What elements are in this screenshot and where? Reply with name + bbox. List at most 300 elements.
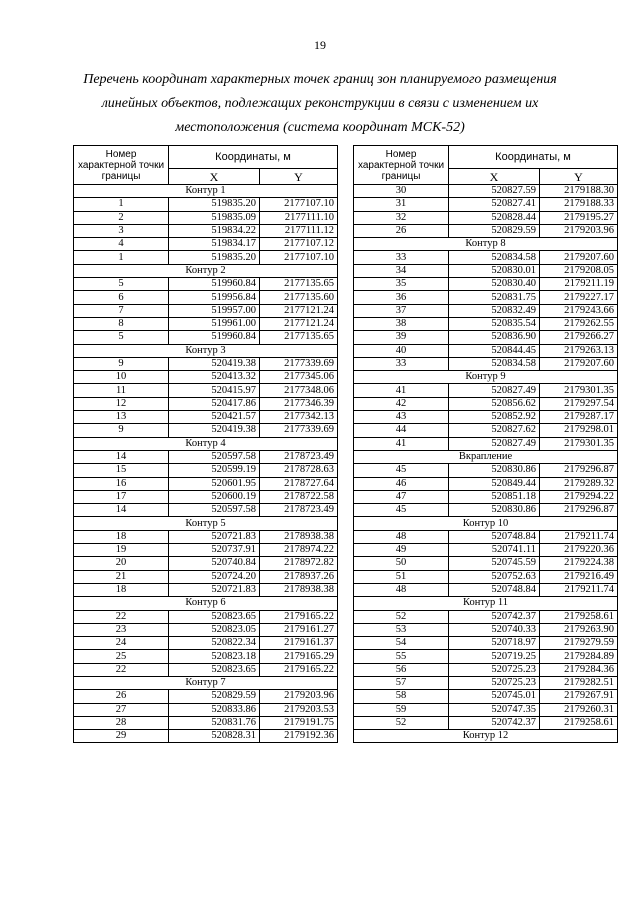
x-coordinate-cell: 520421.57 (169, 411, 260, 424)
table-row (354, 437, 618, 450)
y-coordinate-cell: 2179243.66 (540, 304, 618, 317)
section-row (74, 517, 338, 530)
y-coordinate-cell: 2179282.51 (540, 676, 618, 689)
section-label: Контур 5 (74, 517, 338, 530)
point-number-cell: 16 (74, 477, 169, 490)
x-coordinate-cell: 520745.01 (449, 690, 540, 703)
point-number-cell: 40 (354, 344, 449, 357)
table-row (354, 211, 618, 224)
point-number-cell: 33 (354, 251, 449, 264)
table-row (74, 238, 338, 251)
x-coordinate-cell: 520599.19 (169, 464, 260, 477)
x-coordinate-cell: 520741.11 (449, 544, 540, 557)
point-number-cell: 2 (74, 211, 169, 224)
x-coordinate-cell: 520419.38 (169, 357, 260, 370)
x-coordinate-cell: 520740.33 (449, 623, 540, 636)
x-coordinate-cell: 520829.59 (169, 690, 260, 703)
table-row (74, 291, 338, 304)
x-coordinate-cell: 520823.05 (169, 623, 260, 636)
table-row (74, 490, 338, 503)
y-coordinate-cell: 2177107.10 (260, 251, 338, 264)
table-row (74, 530, 338, 543)
point-number-cell: 41 (354, 437, 449, 450)
point-number-cell: 17 (74, 490, 169, 503)
x-coordinate-cell: 520844.45 (449, 344, 540, 357)
table-row (74, 623, 338, 636)
y-coordinate-cell: 2179211.74 (540, 583, 618, 596)
point-number-cell: 3 (74, 224, 169, 237)
table-row (74, 371, 338, 384)
point-number-cell: 59 (354, 703, 449, 716)
point-number-cell: 22 (74, 663, 169, 676)
table-row (74, 544, 338, 557)
point-number-header: Номер характерной точки границы (354, 146, 449, 185)
point-number-cell: 48 (354, 583, 449, 596)
y-coordinate-cell: 2177345.06 (260, 371, 338, 384)
x-coordinate-cell: 519834.22 (169, 224, 260, 237)
point-number-cell: 11 (74, 384, 169, 397)
point-number-cell: 30 (354, 185, 449, 198)
section-label: Контур 6 (74, 597, 338, 610)
x-coordinate-cell: 520742.37 (449, 716, 540, 729)
y-coordinate-cell: 2179289.32 (540, 477, 618, 490)
y-coordinate-cell: 2178938.38 (260, 530, 338, 543)
table-row (354, 530, 618, 543)
table-row (354, 291, 618, 304)
y-coordinate-cell: 2179203.96 (540, 224, 618, 237)
table-row (74, 357, 338, 370)
point-number-cell: 5 (74, 278, 169, 291)
x-coordinate-cell: 520823.18 (169, 650, 260, 663)
table-row (74, 304, 338, 317)
y-coordinate-cell: 2178727.64 (260, 477, 338, 490)
y-coordinate-cell: 2178723.49 (260, 450, 338, 463)
table-row (354, 464, 618, 477)
table-row (354, 504, 618, 517)
point-number-cell: 56 (354, 663, 449, 676)
x-header: X (169, 169, 260, 185)
point-number-cell: 14 (74, 504, 169, 517)
point-number-cell: 18 (74, 530, 169, 543)
point-number-cell: 44 (354, 424, 449, 437)
x-coordinate-cell: 520721.83 (169, 583, 260, 596)
x-coordinate-cell: 520836.90 (449, 331, 540, 344)
x-coordinate-cell: 520725.23 (449, 676, 540, 689)
x-coordinate-cell: 519957.00 (169, 304, 260, 317)
section-row (74, 676, 338, 689)
table-row (74, 464, 338, 477)
table-row (354, 357, 618, 370)
table-row (74, 251, 338, 264)
point-number-cell: 39 (354, 331, 449, 344)
table-row (354, 344, 618, 357)
table-row (354, 384, 618, 397)
table-row (354, 676, 618, 689)
section-label: Контур 7 (74, 676, 338, 689)
point-number-cell: 55 (354, 650, 449, 663)
point-number-cell: 46 (354, 477, 449, 490)
x-coordinate-cell: 520827.62 (449, 424, 540, 437)
table-row (74, 331, 338, 344)
table-row (354, 557, 618, 570)
x-coordinate-cell: 520597.58 (169, 450, 260, 463)
y-coordinate-cell: 2179258.61 (540, 610, 618, 623)
y-coordinate-cell: 2177111.10 (260, 211, 338, 224)
point-number-cell: 45 (354, 504, 449, 517)
x-coordinate-cell: 520831.76 (169, 716, 260, 729)
coordinates-header: Координаты, м (449, 146, 618, 169)
x-coordinate-cell: 520827.41 (449, 198, 540, 211)
table-row (74, 198, 338, 211)
y-coordinate-cell: 2177348.06 (260, 384, 338, 397)
table-row (74, 610, 338, 623)
point-number-cell: 4 (74, 238, 169, 251)
title-line: линейных объектов, подлежащих реконструкции в связи с изменением их (101, 96, 539, 111)
x-header: X (449, 169, 540, 185)
y-coordinate-cell: 2179224.38 (540, 557, 618, 570)
y-coordinate-cell: 2179211.19 (540, 278, 618, 291)
table-row (74, 730, 338, 743)
x-coordinate-cell: 519834.17 (169, 238, 260, 251)
x-coordinate-cell: 520831.75 (449, 291, 540, 304)
table-row (74, 583, 338, 596)
x-coordinate-cell: 519956.84 (169, 291, 260, 304)
table-row (354, 304, 618, 317)
x-coordinate-cell: 520752.63 (449, 570, 540, 583)
point-number-cell: 35 (354, 278, 449, 291)
table-row (354, 637, 618, 650)
document-title (60, 68, 580, 140)
table-row (354, 663, 618, 676)
y-coordinate-cell: 2179301.35 (540, 384, 618, 397)
title-line: Перечень координат характерных точек границ зон планируемого размещения (83, 72, 557, 87)
point-number-cell: 13 (74, 411, 169, 424)
x-coordinate-cell: 520830.86 (449, 464, 540, 477)
x-coordinate-cell: 520832.49 (449, 304, 540, 317)
table-row (354, 278, 618, 291)
x-coordinate-cell: 520823.65 (169, 663, 260, 676)
point-number-cell: 23 (74, 623, 169, 636)
point-number-cell: 10 (74, 371, 169, 384)
point-number-cell: 33 (354, 357, 449, 370)
x-coordinate-cell: 520748.84 (449, 583, 540, 596)
table-row (354, 264, 618, 277)
table-row (74, 716, 338, 729)
point-number-cell: 26 (354, 224, 449, 237)
point-number-cell: 12 (74, 397, 169, 410)
y-coordinate-cell: 2179211.74 (540, 530, 618, 543)
table-row (74, 690, 338, 703)
point-number-cell: 6 (74, 291, 169, 304)
y-coordinate-cell: 2179284.89 (540, 650, 618, 663)
y-coordinate-cell: 2177107.10 (260, 198, 338, 211)
table-row (354, 317, 618, 330)
x-coordinate-cell: 520415.97 (169, 384, 260, 397)
table-row (74, 557, 338, 570)
y-coordinate-cell: 2179220.36 (540, 544, 618, 557)
y-coordinate-cell: 2177111.12 (260, 224, 338, 237)
section-row (354, 730, 618, 743)
y-coordinate-cell: 2177342.13 (260, 411, 338, 424)
table-row (354, 224, 618, 237)
y-coordinate-cell: 2179203.53 (260, 703, 338, 716)
point-number-cell: 9 (74, 357, 169, 370)
x-coordinate-cell: 519961.00 (169, 317, 260, 330)
y-coordinate-cell: 2179296.87 (540, 464, 618, 477)
point-number-cell: 53 (354, 623, 449, 636)
y-coordinate-cell: 2179301.35 (540, 437, 618, 450)
table-row (74, 450, 338, 463)
x-coordinate-cell: 520721.83 (169, 530, 260, 543)
x-coordinate-cell: 520833.86 (169, 703, 260, 716)
point-number-cell: 36 (354, 291, 449, 304)
x-coordinate-cell: 520851.18 (449, 490, 540, 503)
table-row (354, 690, 618, 703)
y-coordinate-cell: 2179188.30 (540, 185, 618, 198)
x-coordinate-cell: 520830.40 (449, 278, 540, 291)
table-row (74, 504, 338, 517)
y-coordinate-cell: 2178972.82 (260, 557, 338, 570)
y-coordinate-cell: 2179192.36 (260, 730, 338, 743)
point-number-cell: 21 (74, 570, 169, 583)
y-coordinate-cell: 2179203.96 (260, 690, 338, 703)
section-label: Контур 9 (354, 371, 618, 384)
y-coordinate-cell: 2179279.59 (540, 637, 618, 650)
y-coordinate-cell: 2178723.49 (260, 504, 338, 517)
table-row (74, 411, 338, 424)
table-row (354, 610, 618, 623)
x-coordinate-cell: 519835.09 (169, 211, 260, 224)
point-number-cell: 29 (74, 730, 169, 743)
x-coordinate-cell: 520413.32 (169, 371, 260, 384)
table-row (354, 650, 618, 663)
point-number-cell: 26 (74, 690, 169, 703)
y-coordinate-cell: 2179267.91 (540, 690, 618, 703)
table-row (354, 570, 618, 583)
y-coordinate-cell: 2178937.26 (260, 570, 338, 583)
table-row (74, 703, 338, 716)
section-row (354, 238, 618, 251)
x-coordinate-cell: 520822.34 (169, 637, 260, 650)
table-row (354, 198, 618, 211)
table-row (354, 477, 618, 490)
y-coordinate-cell: 2179284.36 (540, 663, 618, 676)
y-coordinate-cell: 2179165.22 (260, 610, 338, 623)
x-coordinate-cell: 519835.20 (169, 251, 260, 264)
table-row (354, 397, 618, 410)
point-number-cell: 15 (74, 464, 169, 477)
table-row (74, 477, 338, 490)
point-number-cell: 14 (74, 450, 169, 463)
y-coordinate-cell: 2177135.60 (260, 291, 338, 304)
y-coordinate-cell: 2178728.63 (260, 464, 338, 477)
point-number-cell: 20 (74, 557, 169, 570)
point-number-cell: 48 (354, 530, 449, 543)
x-coordinate-cell: 520828.31 (169, 730, 260, 743)
table-row (354, 185, 618, 198)
table-row (354, 331, 618, 344)
coordinates-table-left (73, 145, 338, 743)
x-coordinate-cell: 520417.86 (169, 397, 260, 410)
x-coordinate-cell: 520827.49 (449, 384, 540, 397)
x-coordinate-cell: 520849.44 (449, 477, 540, 490)
x-coordinate-cell: 519960.84 (169, 278, 260, 291)
table-row (354, 623, 618, 636)
table-row (74, 637, 338, 650)
y-coordinate-cell: 2179258.61 (540, 716, 618, 729)
x-coordinate-cell: 520856.62 (449, 397, 540, 410)
point-number-cell: 51 (354, 570, 449, 583)
section-row (74, 597, 338, 610)
y-header: Y (260, 169, 338, 185)
x-coordinate-cell: 520823.65 (169, 610, 260, 623)
section-label: Контур 1 (74, 185, 338, 198)
table-row (74, 317, 338, 330)
point-number-header: Номер характерной точки границы (74, 146, 169, 185)
point-number-cell: 31 (354, 198, 449, 211)
x-coordinate-cell: 520834.58 (449, 251, 540, 264)
y-coordinate-cell: 2179161.27 (260, 623, 338, 636)
point-number-cell: 9 (74, 424, 169, 437)
section-row (74, 344, 338, 357)
y-coordinate-cell: 2179260.31 (540, 703, 618, 716)
point-number-cell: 37 (354, 304, 449, 317)
point-number-cell: 42 (354, 397, 449, 410)
page-number: 19 (314, 38, 326, 52)
y-coordinate-cell: 2179263.13 (540, 344, 618, 357)
point-number-cell: 5 (74, 331, 169, 344)
y-header: Y (540, 169, 618, 185)
point-number-cell: 49 (354, 544, 449, 557)
y-coordinate-cell: 2178938.38 (260, 583, 338, 596)
section-label: Контур 3 (74, 344, 338, 357)
y-coordinate-cell: 2177339.69 (260, 424, 338, 437)
section-row (354, 450, 618, 463)
section-row (354, 517, 618, 530)
table-row (354, 251, 618, 264)
y-coordinate-cell: 2179191.75 (260, 716, 338, 729)
x-coordinate-cell: 520745.59 (449, 557, 540, 570)
y-coordinate-cell: 2179266.27 (540, 331, 618, 344)
y-coordinate-cell: 2179297.54 (540, 397, 618, 410)
point-number-cell: 22 (74, 610, 169, 623)
table-row (74, 397, 338, 410)
x-coordinate-cell: 520828.44 (449, 211, 540, 224)
y-coordinate-cell: 2178974.22 (260, 544, 338, 557)
point-number-cell: 27 (74, 703, 169, 716)
section-label: Контур 8 (354, 238, 618, 251)
x-coordinate-cell: 520597.58 (169, 504, 260, 517)
y-coordinate-cell: 2179294.22 (540, 490, 618, 503)
y-coordinate-cell: 2179165.22 (260, 663, 338, 676)
x-coordinate-cell: 520852.92 (449, 411, 540, 424)
point-number-cell: 28 (74, 716, 169, 729)
point-number-cell: 1 (74, 198, 169, 211)
section-row (74, 185, 338, 198)
x-coordinate-cell: 520830.01 (449, 264, 540, 277)
section-label: Контур 2 (74, 264, 338, 277)
table-row (354, 424, 618, 437)
x-coordinate-cell: 520740.84 (169, 557, 260, 570)
y-coordinate-cell: 2179296.87 (540, 504, 618, 517)
point-number-cell: 8 (74, 317, 169, 330)
table-row (354, 703, 618, 716)
point-number-cell: 57 (354, 676, 449, 689)
x-coordinate-cell: 520830.86 (449, 504, 540, 517)
y-coordinate-cell: 2179227.17 (540, 291, 618, 304)
x-coordinate-cell: 520835.54 (449, 317, 540, 330)
table-row (354, 490, 618, 503)
section-label: Контур 10 (354, 517, 618, 530)
section-row (354, 597, 618, 610)
point-number-cell: 25 (74, 650, 169, 663)
section-row (354, 371, 618, 384)
point-number-cell: 52 (354, 610, 449, 623)
y-coordinate-cell: 2179195.27 (540, 211, 618, 224)
x-coordinate-cell: 520747.35 (449, 703, 540, 716)
x-coordinate-cell: 520724.20 (169, 570, 260, 583)
x-coordinate-cell: 520829.59 (449, 224, 540, 237)
table-row (354, 716, 618, 729)
y-coordinate-cell: 2177339.69 (260, 357, 338, 370)
point-number-cell: 19 (74, 544, 169, 557)
x-coordinate-cell: 520834.58 (449, 357, 540, 370)
point-number-cell: 41 (354, 384, 449, 397)
x-coordinate-cell: 520827.49 (449, 437, 540, 450)
title-line: местоположения (система координат МСК-52) (175, 120, 465, 135)
y-coordinate-cell: 2179262.55 (540, 317, 618, 330)
table-row (354, 583, 618, 596)
table-row (74, 224, 338, 237)
x-coordinate-cell: 520742.37 (449, 610, 540, 623)
point-number-cell: 34 (354, 264, 449, 277)
section-row (74, 264, 338, 277)
section-label: Контур 12 (354, 730, 618, 743)
x-coordinate-cell: 519835.20 (169, 198, 260, 211)
point-number-cell: 7 (74, 304, 169, 317)
point-number-cell: 1 (74, 251, 169, 264)
x-coordinate-cell: 520737.91 (169, 544, 260, 557)
y-coordinate-cell: 2179207.60 (540, 251, 618, 264)
x-coordinate-cell: 520601.95 (169, 477, 260, 490)
point-number-cell: 52 (354, 716, 449, 729)
point-number-cell: 45 (354, 464, 449, 477)
section-label: Контур 4 (74, 437, 338, 450)
point-number-cell: 54 (354, 637, 449, 650)
point-number-cell: 24 (74, 637, 169, 650)
table-row (74, 570, 338, 583)
y-coordinate-cell: 2179263.90 (540, 623, 618, 636)
y-coordinate-cell: 2179208.05 (540, 264, 618, 277)
point-number-cell: 58 (354, 690, 449, 703)
y-coordinate-cell: 2178722.58 (260, 490, 338, 503)
x-coordinate-cell: 520748.84 (449, 530, 540, 543)
section-label: Контур 11 (354, 597, 618, 610)
y-coordinate-cell: 2177121.24 (260, 304, 338, 317)
x-coordinate-cell: 520419.38 (169, 424, 260, 437)
x-coordinate-cell: 520719.25 (449, 650, 540, 663)
y-coordinate-cell: 2177346.39 (260, 397, 338, 410)
x-coordinate-cell: 520827.59 (449, 185, 540, 198)
y-coordinate-cell: 2177107.12 (260, 238, 338, 251)
y-coordinate-cell: 2179216.49 (540, 570, 618, 583)
x-coordinate-cell: 520718.97 (449, 637, 540, 650)
table-row (74, 278, 338, 291)
table-row (74, 663, 338, 676)
point-number-cell: 38 (354, 317, 449, 330)
section-row (74, 437, 338, 450)
point-number-cell: 43 (354, 411, 449, 424)
